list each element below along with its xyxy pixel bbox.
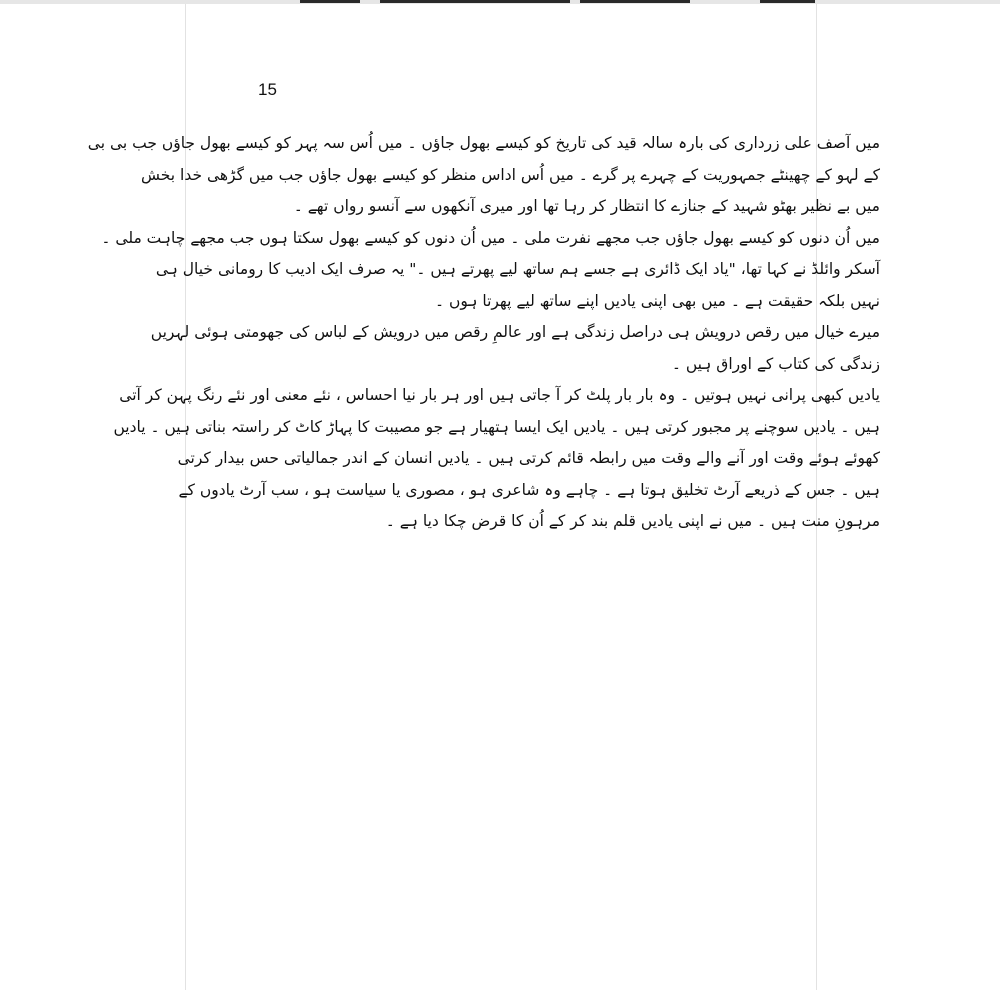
text-line: زندگی کی کتاب کے اوراق ہیں ۔	[671, 354, 880, 373]
text-line: آسکر وائلڈ نے کہا تھا، "یاد ایک ڈائری ہے جسے ہم ساتھ لیے پھرتے ہیں ۔" یہ صرف ایک ادیب کا رومانی خیال ہی	[155, 260, 880, 278]
text-line: ہیں ۔ یادیں سوچنے پر مجبور کرتی ہیں ۔ یادیں ایک ایسا ہتھیار ہے جو مصیبت کا پہاڑ کاٹ کر راستہ بناتی ہیں ۔ یادیں	[113, 417, 880, 436]
text-line: کھوئے ہوئے وقت اور آنے والے وقت میں رابطہ قائم کرتی ہیں ۔ یادیں انسان کے اندر جمالیاتی حس بیدار کرتی	[177, 449, 880, 467]
scan-edge-mark	[300, 0, 360, 3]
text-line: ہیں ۔ جس کے ذریعے آرٹ تخلیق ہوتا ہے ۔ چاہے وہ شاعری ہو ، مصوری یا سیاست ہو ، سب آرٹ یادوں کے	[178, 480, 880, 499]
text-line: میں اُن دنوں کو کیسے بھول جاؤں جب مجھے نفرت ملی ۔ میں اُن دنوں کو کیسے بھول سکتا ہوں جب مجھے چاہت ملی ۔	[101, 228, 880, 247]
scan-edge-mark	[380, 0, 570, 3]
text-line: میں آصف علی زرداری کی بارہ سالہ قید کی تاریخ کو کیسے بھول جاؤں ۔ میں اُس سہ پہر کو کیسے بھول جاؤں جب بی بی	[87, 134, 880, 152]
scan-edge-mark	[760, 0, 815, 3]
page-text	[87, 128, 880, 538]
scan-edge-mark	[580, 0, 690, 3]
text-line: مرہونِ منت ہیں ۔ میں نے اپنی یادیں قلم بند کر کے اُن کا قرض چکا دیا ہے ۔	[385, 512, 880, 530]
text-line: یادیں کبھی پرانی نہیں ہوتیں ۔ وہ بار بار پلٹ کر آ جاتی ہیں اور ہر بار نیا احساس ، نئے معنی اور نئے رنگ پہن کر آتی	[119, 386, 880, 404]
text-line: میں بے نظیر بھٹو شہید کے جنازے کا انتظار کر رہا تھا اور میری آنکھوں سے آنسو رواں تھے ۔	[293, 197, 880, 215]
text-line: نہیں بلکہ حقیقت ہے ۔ میں بھی اپنی یادیں اپنے ساتھ لیے پھرتا ہوں ۔	[434, 291, 880, 310]
page-number: 15	[258, 80, 277, 99]
text-line: میرے خیال میں رقص درویش ہی دراصل زندگی ہے اور عالمِ رقص میں درویش کے لباس کی جھومتی ہوئی لہریں	[150, 323, 880, 341]
text-line: کے لہو کے چھینٹے جمہوریت کے چہرے پر گرے ۔ میں اُس اداس منظر کو کیسے بھول جاؤں جب میں گڑھی خدا بخش	[141, 165, 880, 184]
